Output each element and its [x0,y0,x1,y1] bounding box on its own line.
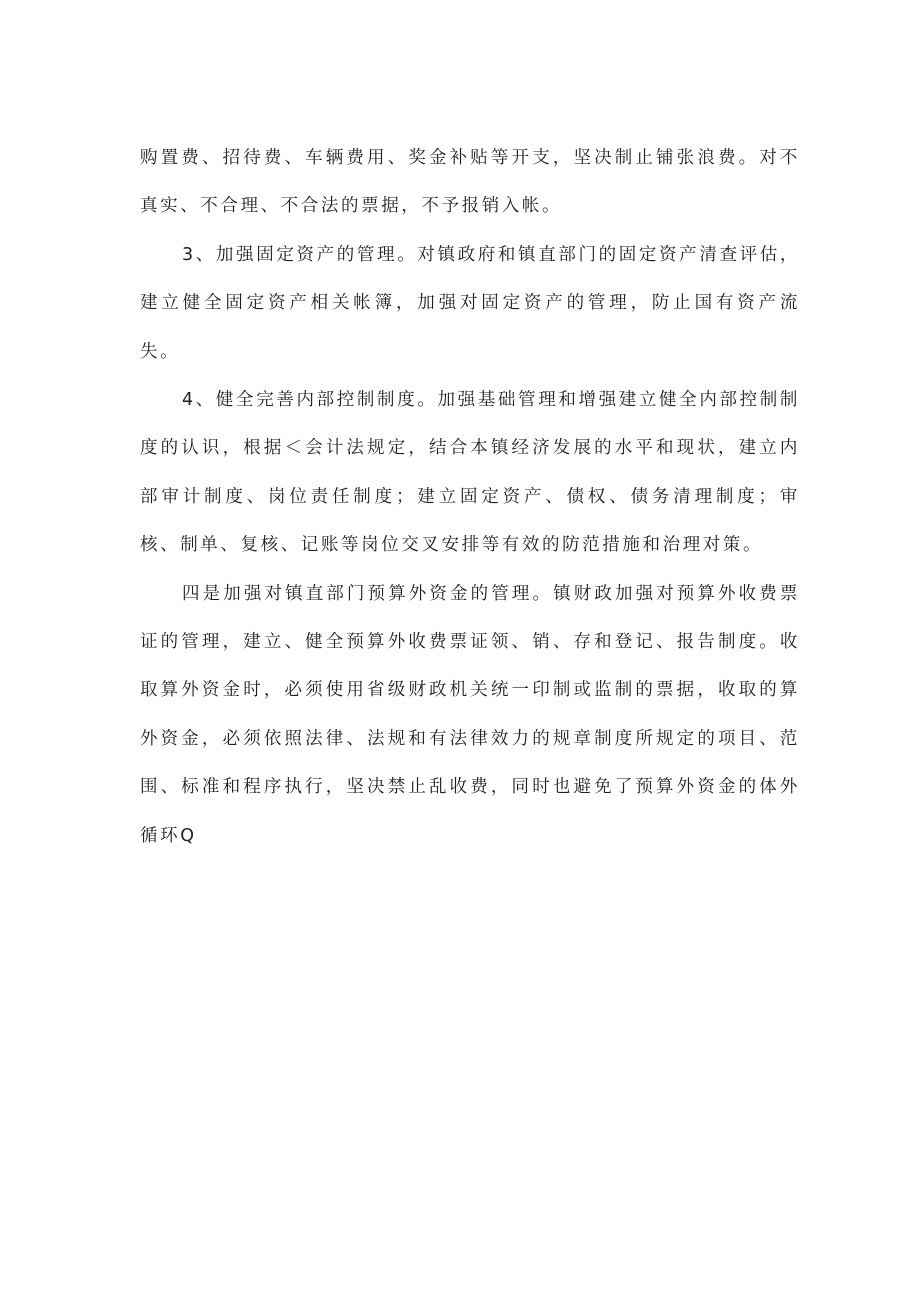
paragraph-section-4: 四是加强对镇直部门预算外资金的管理。镇财政加强对预算外收费票证的管理，建立、健全预算外收费票证领、销、存和登记、报告制度。收取算外资金时，必须使用省级财政机关统一印制或监制的票据，收取的算外资金，必须依照法律、法规和有法律效力的规章制度所规定的项目、范围、标准和程序执行，坚决禁止乱收费，同时也避免了预算外资金的体外循环Q [140,583,800,846]
document-body [140,134,800,860]
paragraph-continued: 购置费、招待费、车辆费用、奖金补贴等开支，坚决制止铺张浪费。对不真实、不合理、不合法的票据，不予报销入帐。 [140,148,800,217]
paragraph-item-3: 3、加强固定资产的管理。对镇政府和镇直部门的固定资产清查评估，建立健全固定资产相关帐簿，加强对固定资产的管理，防止国有资产流失。 [140,244,800,362]
paragraph-item-4: 4、健全完善内部控制制度。加强基础管理和增强建立健全内部控制制度的认识，根据＜会计法规定，结合本镇经济发展的水平和现状，建立内部审计制度、岗位责任制度；建立固定资产、债权、债务清理制度；审核、制单、复核、记账等岗位交叉安排等有效的防范措施和治理对策。 [140,390,800,556]
